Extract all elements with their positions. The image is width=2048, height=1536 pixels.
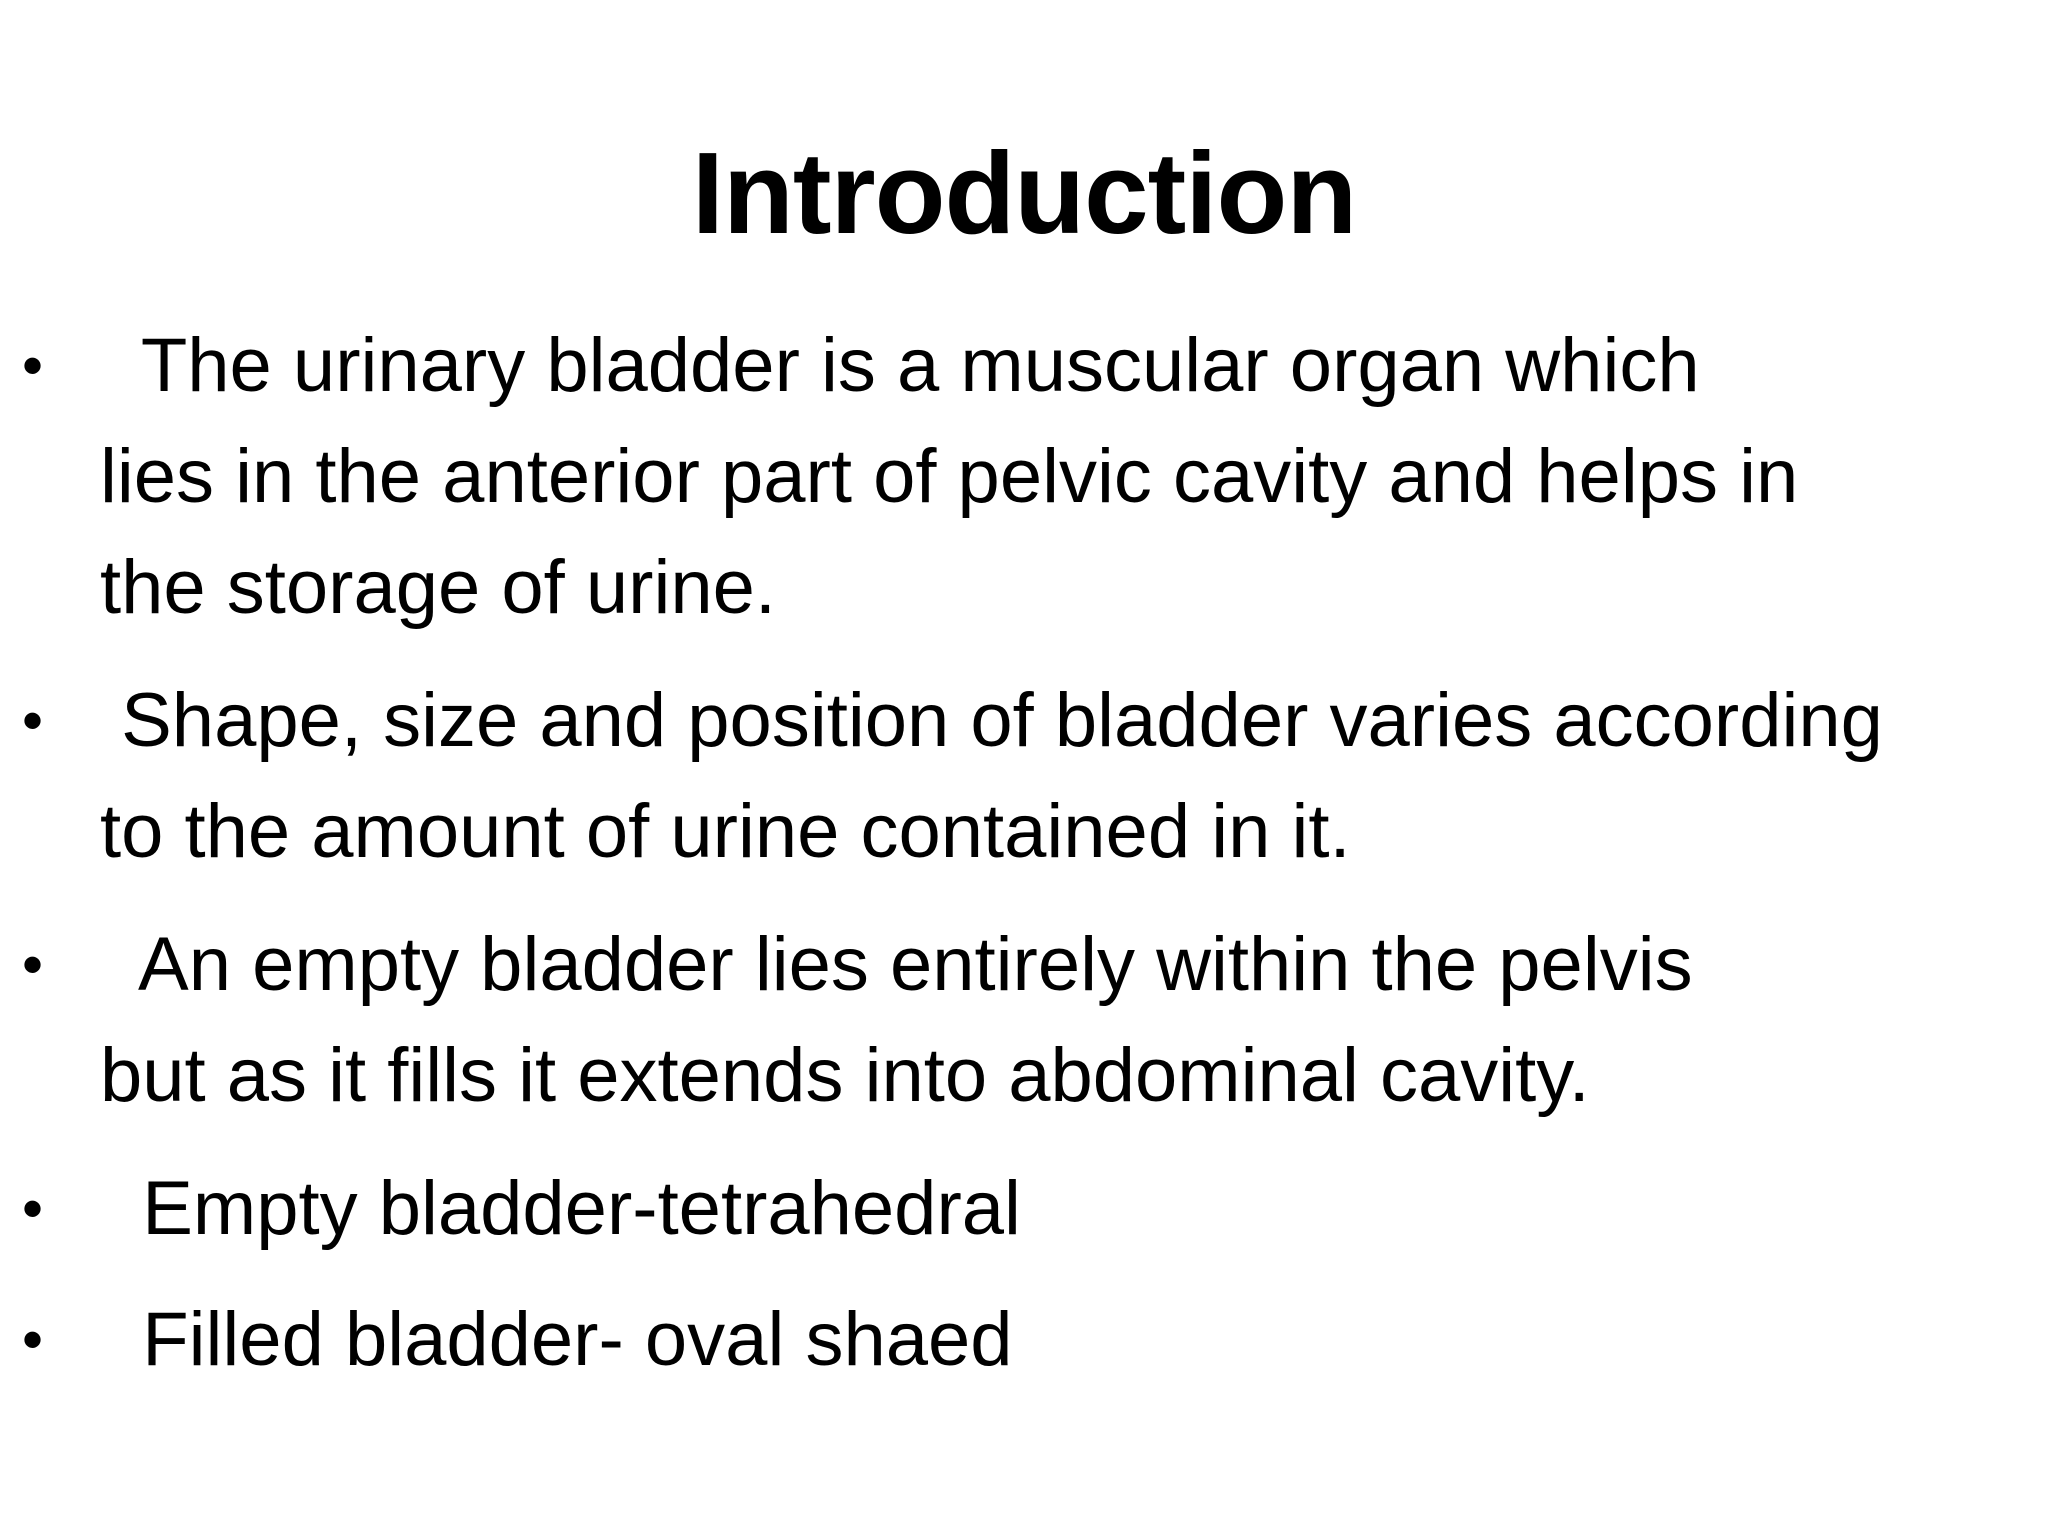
- bullet-text-line: to the amount of urine contained in it.: [100, 789, 1351, 874]
- bullet-item: [0, 310, 2048, 643]
- bullet-icon: •: [22, 1306, 44, 1373]
- bullet-text-line: The urinary bladder is a muscular organ which: [100, 323, 1700, 408]
- bullet-item: [0, 909, 2048, 1131]
- bullet-text-line: An empty bladder lies entirely within the pelvis: [100, 922, 1693, 1007]
- bullet-list: [0, 310, 2048, 1415]
- bullet-icon: •: [22, 332, 44, 399]
- bullet-text-line: but as it fills it extends into abdominal cavity.: [100, 1033, 1590, 1118]
- slide-title: Introduction: [691, 128, 1357, 258]
- bullet-item: [0, 665, 2048, 887]
- bullet-text-line: Filled bladder- oval shaed: [100, 1297, 1013, 1382]
- bullet-text-line: Shape, size and position of bladder varies according: [100, 678, 1883, 763]
- bullet-icon: •: [22, 687, 44, 754]
- bullet-text-line: Empty bladder-tetrahedral: [100, 1166, 1021, 1251]
- bullet-text-line: lies in the anterior part of pelvic cavity and helps in: [100, 434, 1799, 519]
- bullet-icon: •: [22, 931, 44, 998]
- bullet-icon: •: [22, 1175, 44, 1242]
- bullet-text-line: the storage of urine.: [100, 545, 776, 630]
- bullet-item: [0, 1153, 2048, 1264]
- bullet-item: [0, 1284, 2048, 1395]
